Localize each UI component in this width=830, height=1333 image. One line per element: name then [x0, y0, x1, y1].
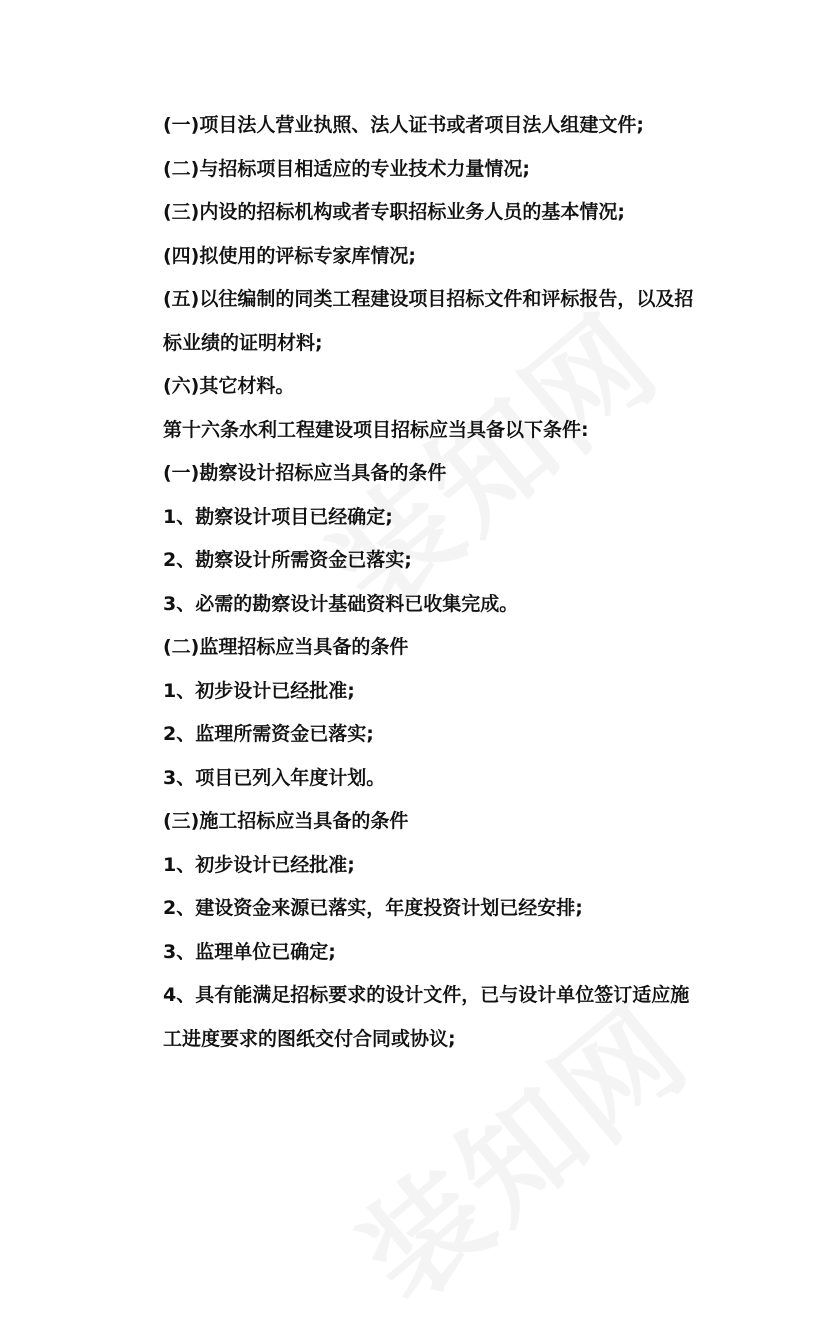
list-item: 2、监理所需资金已落实;: [163, 723, 374, 745]
paragraph-line: (三)内设的招标机构或者专职招标业务人员的基本情况;: [163, 201, 625, 223]
list-item: 2、勘察设计所需资金已落实;: [163, 549, 412, 571]
document-body: [0, 104, 830, 1061]
list-item: 4、具有能满足招标要求的设计文件，已与设计单位签订适应施: [163, 984, 690, 1006]
section-heading: (二)监理招标应当具备的条件: [163, 636, 409, 658]
list-item: 3、项目已列入年度计划。: [163, 766, 386, 789]
section-heading: (三)施工招标应当具备的条件: [163, 810, 409, 832]
list-item: 3、必需的勘察设计基础资料已收集完成。: [163, 592, 519, 615]
list-item: 1、勘察设计项目已经确定;: [163, 505, 393, 528]
list-item: 1、初步设计已经批准;: [163, 853, 355, 876]
paragraph-line: 标业绩的证明材料;: [163, 331, 323, 354]
list-item: 1、初步设计已经批准;: [163, 679, 355, 702]
paragraph-line: (二)与招标项目相适应的专业技术力量情况;: [163, 157, 530, 180]
paragraph-line: (一)项目法人营业执照、法人证书或者项目法人组建文件;: [163, 114, 644, 136]
paragraph-line: (四)拟使用的评标专家库情况;: [163, 244, 416, 267]
section-heading: (一)勘察设计招标应当具备的条件: [163, 462, 447, 484]
paragraph-line: (五)以往编制的同类工程建设项目招标文件和评标报告，以及招: [163, 288, 694, 310]
article-heading: 第十六条水利工程建设项目招标应当具备以下条件:: [163, 418, 589, 441]
paragraph-line: 工进度要求的图纸交付合同或协议;: [163, 1027, 456, 1050]
paragraph-line: (六)其它材料。: [163, 375, 295, 397]
list-item: 2、建设资金来源已落实，年度投资计划已经安排;: [163, 897, 583, 919]
list-item: 3、监理单位已确定;: [163, 940, 336, 963]
